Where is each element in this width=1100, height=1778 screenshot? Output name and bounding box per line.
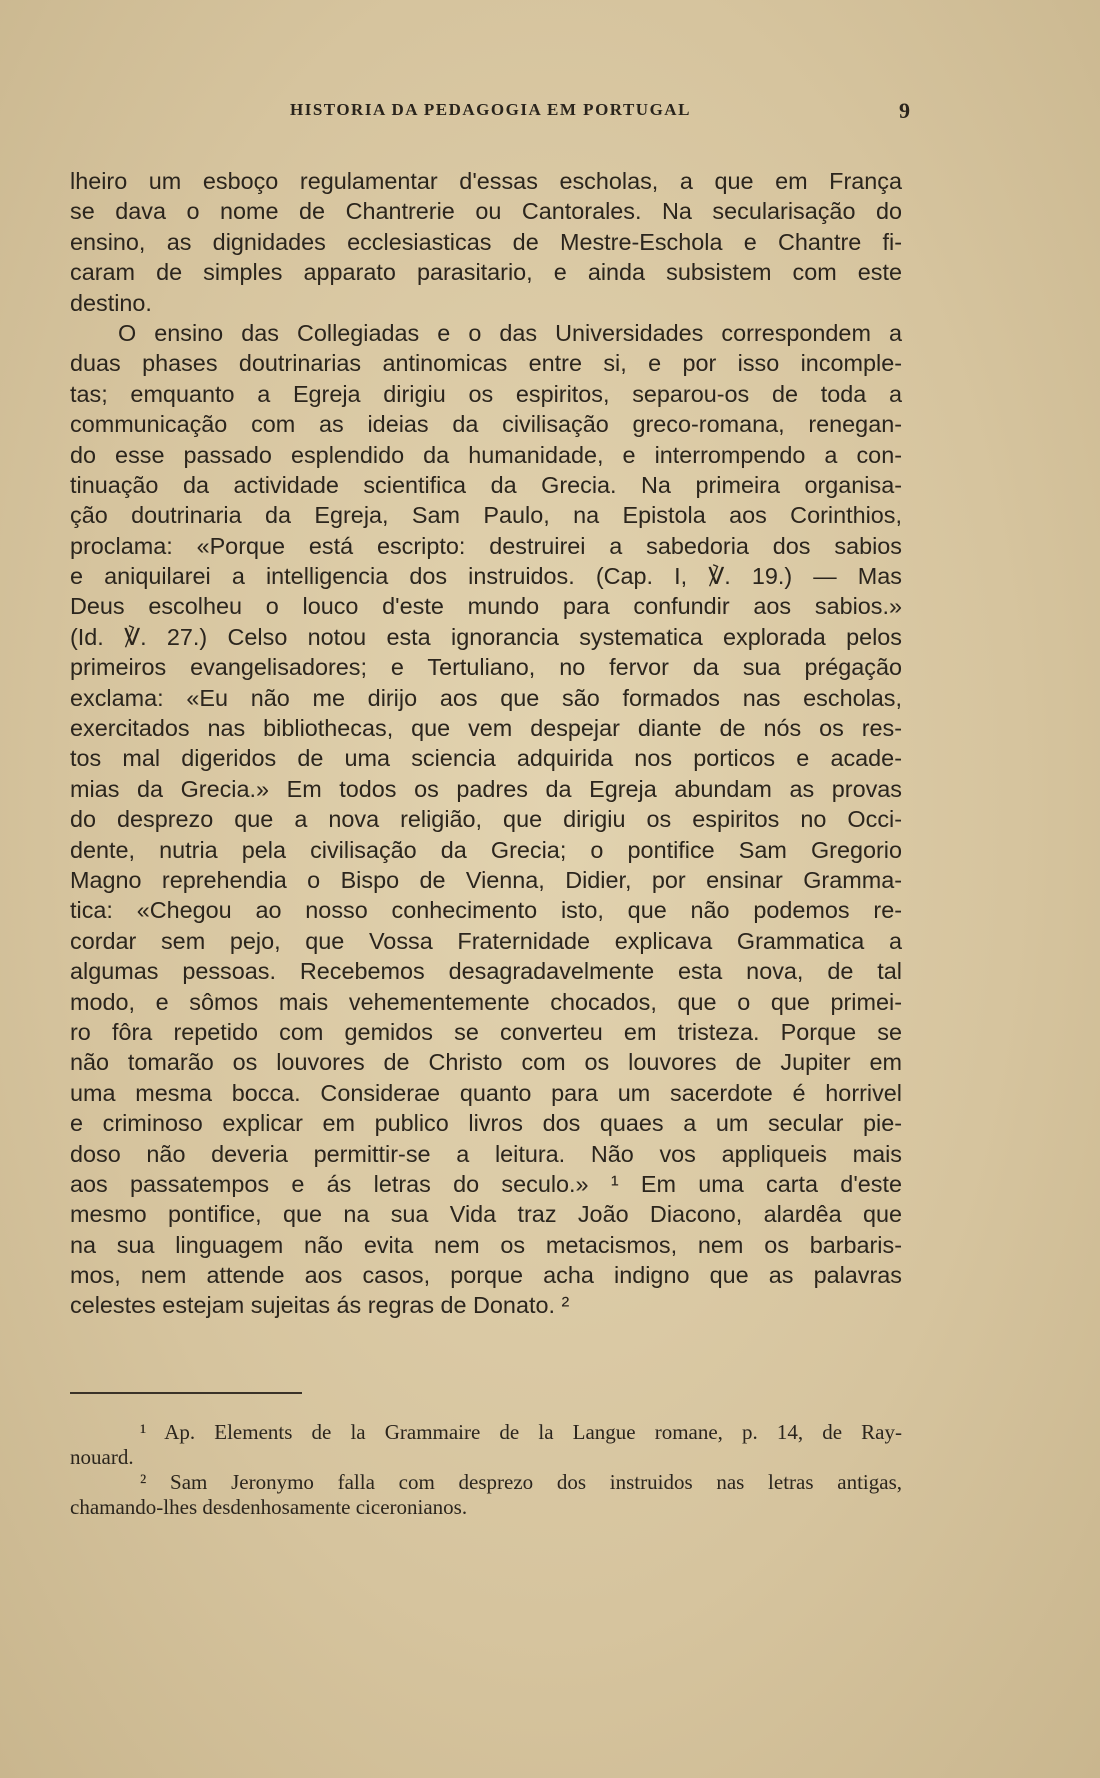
text-line: mos, nem attende aos casos, porque acha indigno que as palavras (70, 1262, 902, 1289)
text-line: caram de simples apparato parasitario, e ainda subsistem com este (70, 259, 902, 286)
text-line: do desprezo que a nova religião, que dirigiu os espiritos no Occi- (70, 806, 902, 833)
footnote-line: ² Sam Jeronymo falla com desprezo dos instruidos nas letras antigas, (140, 1470, 902, 1494)
text-line: destino. (70, 289, 152, 316)
text-line: na sua linguagem não evita nem os metacismos, nem os barbaris- (70, 1231, 902, 1258)
text-line: tos mal digeridos de uma sciencia adquirida nos porticos e acade- (70, 745, 902, 772)
running-title: HISTORIA DA PEDAGOGIA EM PORTUGAL (290, 100, 691, 119)
text-line: mesmo pontifice, que na sua Vida traz João Diacono, alardêa que (70, 1201, 902, 1228)
text-line: (Id. ℣. 27.) Celso notou esta ignorancia systematica explorada pelos (70, 623, 902, 650)
text-line: primeiros evangelisadores; e Tertuliano, no fervor da sua prégação (70, 654, 902, 681)
body-text (70, 166, 902, 1321)
text-line: doso não deveria permittir-se a leitura. Não vos appliqueis mais (70, 1140, 902, 1167)
text-line: e aniquilarei a intelligencia dos instruidos. (Cap. I, ℣. 19.) — Mas (70, 563, 902, 590)
text-line: mias da Grecia.» Em todos os padres da Egreja abundam as provas (70, 775, 902, 802)
text-line: cordar sem pejo, que Vossa Fraternidade explicava Grammatica a (70, 927, 902, 954)
text-line: Deus escolheu o louco d'este mundo para confundir aos sabios.» (70, 593, 902, 620)
text-line: dente, nutria pela civilisação da Grecia; o pontifice Sam Gregorio (70, 836, 902, 863)
text-line: tinuação da actividade scientifica da Grecia. Na primeira organisa- (70, 471, 902, 498)
text-line: duas phases doutrinarias antinomicas entre si, e por isso incomple- (70, 350, 902, 377)
text-line: não tomarão os louvores de Christo com os louvores de Jupiter em (70, 1049, 902, 1076)
text-line: algumas pessoas. Recebemos desagradavelmente esta nova, de tal (70, 958, 902, 985)
text-line: celestes estejam sujeitas ás regras de Donato. ² (70, 1292, 570, 1319)
footnotes (70, 1420, 902, 1520)
text-line: uma mesma bocca. Considerae quanto para um sacerdote é horrivel (70, 1079, 902, 1106)
footnote-line: nouard. (70, 1445, 134, 1469)
text-line: ro fôra repetido com gemidos se converteu em tristeza. Porque se (70, 1018, 902, 1045)
text-line: se dava o nome de Chantrerie ou Cantorales. Na secularisação do (70, 198, 902, 225)
text-line: do esse passado esplendido da humanidade, e interrompendo a con- (70, 441, 902, 468)
footnote-divider (70, 1392, 302, 1394)
text-line: proclama: «Porque está escripto: destruirei a sabedoria dos sabios (70, 532, 902, 559)
text-line: tas; emquanto a Egreja dirigiu os espiritos, separou-os de toda a (70, 380, 902, 407)
footnote-line: ¹ Ap. Elements de la Grammaire de la Langue romane, p. 14, de Ray- (140, 1420, 902, 1444)
text-line: lheiro um esboço regulamentar d'essas escholas, a que em França (70, 168, 902, 194)
text-line: aos passatempos e ás letras do seculo.» ¹ Em uma carta d'este (70, 1170, 902, 1197)
text-line: e criminoso explicar em publico livros dos quaes a um secular pie- (70, 1110, 902, 1137)
text-line: ção doutrinaria da Egreja, Sam Paulo, na Epistola aos Corinthios, (70, 502, 902, 529)
text-line: exercitados nas bibliothecas, que vem despejar diante de nós os res- (70, 715, 902, 742)
text-line: tica: «Chegou ao nosso conhecimento isto, que não podemos re- (70, 897, 902, 924)
text-line: O ensino das Collegiadas e o das Universidades correspondem a (118, 319, 902, 346)
page-number: 9 (899, 98, 910, 123)
text-line: modo, e sômos mais vehementemente chocados, que o que primei- (70, 988, 902, 1015)
page-header (290, 100, 910, 130)
text-line: exclama: «Eu não me dirijo aos que são formados nas escholas, (70, 684, 902, 711)
text-line: Magno reprehendia o Bispo de Vienna, Didier, por ensinar Gramma- (70, 866, 902, 893)
text-line: communicação com as ideias da civilisação greco-romana, renegan- (70, 411, 902, 438)
footnote-line: chamando-lhes desdenhosamente ciceronianos. (70, 1495, 468, 1519)
text-line: ensino, as dignidades ecclesiasticas de Mestre-Eschola e Chantre fi- (70, 228, 902, 255)
